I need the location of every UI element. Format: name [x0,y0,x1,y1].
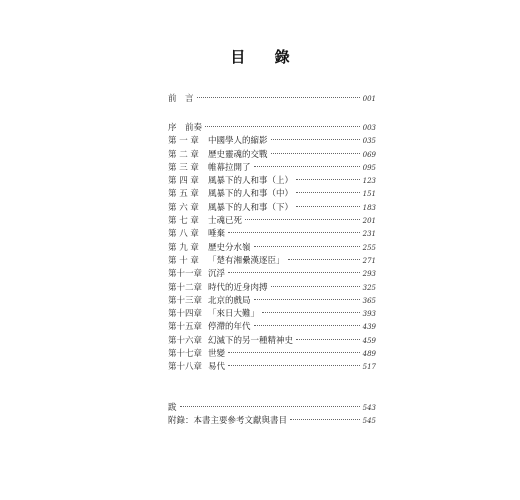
page-number: 069 [362,150,376,159]
leader-dots [254,299,360,300]
toc-row [168,308,376,321]
toc-row [168,242,376,255]
page-number: 255 [362,243,376,252]
toc-appendix [168,402,376,429]
chapter-number: 第 三 章 [168,162,199,173]
chapter-title: 停滯的年代 [208,322,251,333]
chapter-number: 第十三章 [168,295,203,306]
chapter-title: 「來日大難」 [208,309,260,320]
toc-row [168,321,376,334]
chapter-number: 第十四章 [168,309,203,320]
chapter-number: 第十一章 [168,269,203,280]
page-number: 231 [362,230,376,239]
toc-row [168,188,376,201]
chapter-number: 第十六章 [168,335,203,346]
chapter-number: 第十五章 [168,322,203,333]
leader-dots [271,286,360,287]
leader-dots [271,139,360,140]
chapter-number: 第 八 章 [168,229,199,240]
toc-row [168,255,376,268]
leader-dots [228,232,360,233]
page-title: 目 錄 [230,48,302,66]
toc-row [168,215,376,228]
leader-dots [271,153,360,154]
leader-dots [296,179,360,180]
toc-row [168,202,376,215]
toc-label: 跋 [168,403,177,413]
leader-dots [296,206,360,207]
page-number: 201 [362,217,376,226]
leader-dots [290,419,360,420]
page-number: 459 [362,336,376,345]
chapter-title: 歷史分水嶺 [208,242,251,253]
toc-row [168,122,376,135]
page-number: 543 [362,404,376,412]
chapter-title: 帷幕拉開了 [208,162,251,173]
page-number: 545 [362,417,376,426]
chapter-number: 第十八章 [168,362,203,373]
toc-label: 附錄：本書主要參考文獻與書目 [168,416,288,427]
chapter-number: 第 九 章 [168,242,199,253]
chapter-number: 第 二 章 [168,149,199,160]
chapter-number: 第十二章 [168,282,203,293]
toc-chapters [168,122,376,375]
toc-row-preface [168,93,376,106]
page-number: 393 [362,310,376,319]
leader-dots [254,246,360,247]
toc-label: 前 言 [168,94,194,104]
chapter-number: 第 七 章 [168,216,199,227]
toc-row [168,162,376,175]
page-number: 325 [362,283,376,292]
leader-dots [180,406,360,407]
chapter-title: 幻滅下的另一種精神史 [208,335,294,346]
chapter-title: 北京的戲局 [208,295,251,306]
toc-row [168,348,376,361]
chapter-title: 沉浮 [208,269,226,280]
toc-row [168,361,376,374]
leader-dots [228,272,360,273]
chapter-title: 士魂已死 [208,216,243,227]
page-number: 123 [362,177,376,186]
toc-row [168,175,376,188]
toc-row-appendix [168,415,376,428]
chapter-number: 序 前奏 [168,123,203,133]
page-number: 035 [362,137,376,146]
chapter-title: 世變 [208,349,226,360]
leader-dots [197,97,360,98]
chapter-title: 歷史靈魂的交戰 [208,149,268,160]
page-number: 095 [362,163,376,172]
toc-row [168,228,376,241]
leader-dots [228,365,360,366]
toc-row [168,149,376,162]
toc-row [168,335,376,348]
chapter-number: 第 六 章 [168,202,199,213]
chapter-number: 第 一 章 [168,136,199,147]
page-number: 439 [362,323,376,332]
chapter-number: 第 四 章 [168,176,199,187]
leader-dots [254,166,360,167]
toc-row-postscript [168,402,376,415]
leader-dots [205,126,360,127]
leader-dots [296,192,360,193]
toc-row [168,135,376,148]
chapter-title: 唾棄 [208,229,226,240]
page-number: 517 [362,363,376,372]
chapter-title: 易代 [208,362,226,373]
toc-row [168,282,376,295]
toc-row [168,268,376,281]
chapter-title: 風暴下的人和事（上） [208,176,294,187]
chapter-title: 風暴下的人和事（中） [208,189,294,200]
leader-dots [245,219,360,220]
chapter-number: 第十七章 [168,349,203,360]
leader-dots [228,352,360,353]
page-number: 183 [362,203,376,212]
chapter-number: 第 五 章 [168,189,199,200]
chapter-title: 風暴下的人和事（下） [208,202,294,213]
page-number: 001 [362,95,376,103]
toc-row [168,295,376,308]
page-number: 293 [362,270,376,279]
leader-dots [288,259,360,260]
leader-dots [254,325,360,326]
leader-dots [262,312,360,313]
page-number: 365 [362,296,376,305]
chapter-number: 第 十 章 [168,255,199,266]
page-number: 489 [362,350,376,359]
chapter-title: 時代的近身肉搏 [208,282,268,293]
leader-dots [296,339,360,340]
page-number: 151 [362,190,376,199]
chapter-title: 「楚有湘纍漢逐臣」 [208,255,285,266]
chapter-title: 中國學人的縮影 [208,136,268,147]
page-number: 003 [362,124,376,132]
page-number: 271 [362,256,376,265]
toc-preface [168,93,376,106]
